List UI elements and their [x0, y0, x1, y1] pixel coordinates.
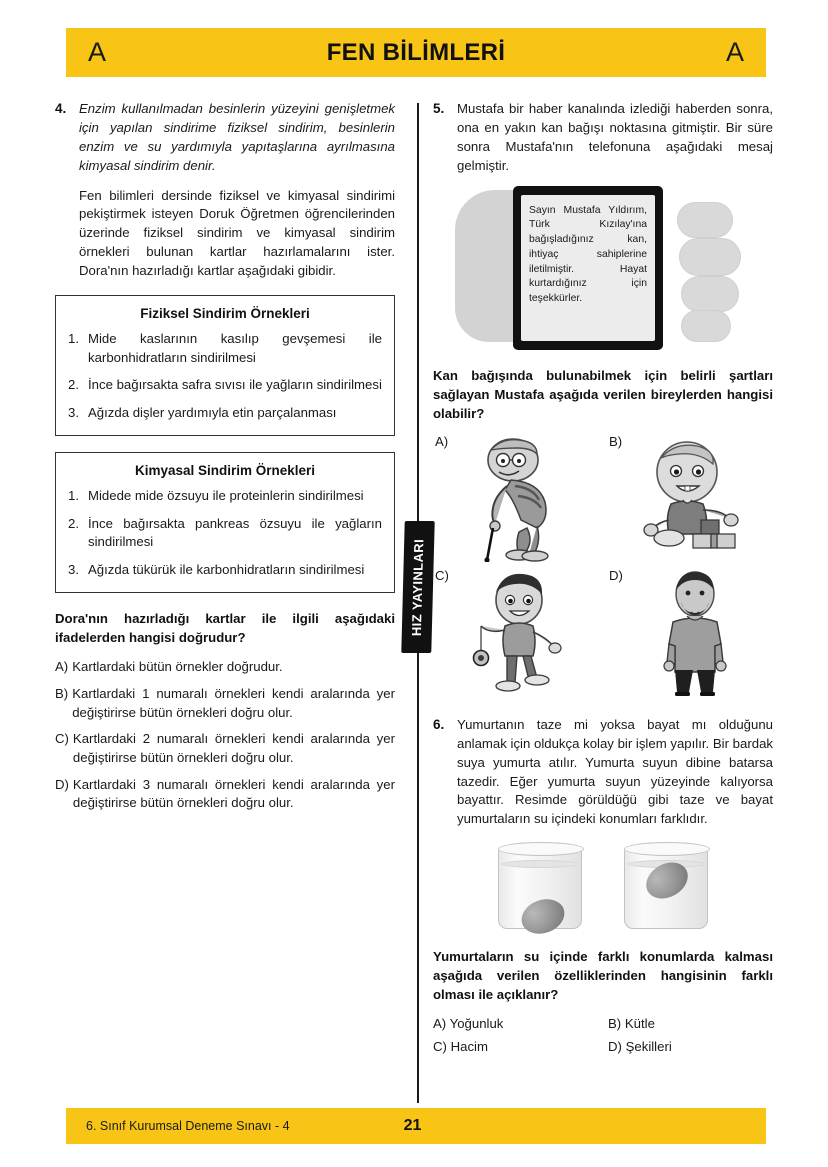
- left-column: [55, 100, 395, 821]
- question-5-number: 5.: [433, 101, 445, 116]
- option-key: D): [608, 1038, 622, 1054]
- figure-option-d[interactable]: [607, 568, 773, 700]
- question-6-body: [457, 716, 773, 829]
- question-5-prompt: Kan bağışında bulunabilmek için belirli şartları sağlayan Mustafa aşağıda verilen bireylerden hangisi olabilir?: [433, 367, 773, 421]
- card-list-item: [68, 561, 382, 580]
- option-key: A): [55, 659, 69, 675]
- egg-shape: [517, 894, 570, 940]
- option-text: Kartlardaki 1 numaralı örnekleri kendi aralarında yer değiştirirse bütün örnekleri doğru olur.: [72, 685, 395, 720]
- sms-message-text: Sayın Mustafa Yıldırım, Türk Kızılay'ına bağışladığınız kan, ihtiyaç sahiplerine iletilmiştir. Hayat kurtardığınız için teşekkürler.: [529, 204, 647, 305]
- booklet-letter-left: A: [88, 37, 107, 67]
- card-title: Fiziksel Sindirim Örnekleri: [140, 305, 310, 321]
- baby-playing-with-blocks-icon: [635, 436, 755, 562]
- card-item-number: 2.: [68, 377, 79, 393]
- option-b[interactable]: [55, 685, 395, 722]
- page-number: 21: [403, 1117, 422, 1134]
- question-4-options: [55, 658, 395, 813]
- question-4-intro: Enzim kullanılmadan besinlerin yüzeyini genişletmek için yapılan sindirime fiziksel sindirim, besinlerin enzim ve su yardımıyla yapıtaşlarına ayrılmasına kimyasal sindirim denir.: [79, 101, 395, 173]
- question-5: [433, 100, 773, 176]
- option-c[interactable]: [55, 730, 395, 767]
- card-item-text: Midede mide özsuyu ile proteinlerin sindirilmesi: [88, 487, 364, 503]
- option-b[interactable]: [608, 1016, 773, 1031]
- question-6-number: 6.: [433, 716, 445, 732]
- right-column: [433, 100, 773, 1054]
- question-4-body: [79, 100, 395, 281]
- question-4: [55, 100, 395, 281]
- egg-water-illustration: [433, 841, 773, 933]
- card-item-number: 2.: [68, 515, 79, 531]
- glass-shape: [498, 847, 582, 929]
- option-d[interactable]: [55, 776, 395, 813]
- option-text: Kartlardaki 3 numaralı örnekleri kendi aralarında yer değiştirirse bütün örnekleri doğru olur.: [72, 776, 395, 811]
- card-fiziksel-sindirim: [55, 295, 395, 436]
- option-a[interactable]: [433, 1016, 598, 1031]
- option-text: Hacim: [450, 1038, 488, 1054]
- question-6-paragraph: Yumurtanın taze mi yoksa bayat mı olduğunu anlamak için oldukça kolay bir işlem yapılır. Bir bardak suya yumurta atılır. Yumurta suyun dibine batarsa tazedir. Eğer yumurta suyun yüzeyinde kalıyorsa bayattır. Resimde görüldüğü gibi taze ve bayat yumurtaların su içindeki konumları farklıdır.: [457, 716, 773, 827]
- question-5-body: [457, 100, 773, 176]
- card-item-text: Ağızda dişler yardımıyla etin parçalanması: [88, 405, 337, 421]
- figure-option-c[interactable]: [433, 568, 599, 700]
- phone-illustration: [455, 186, 751, 354]
- card-list-item: [68, 376, 382, 395]
- card-item-number: 1.: [68, 487, 79, 503]
- finger-icon: [677, 202, 733, 238]
- option-key: B): [608, 1015, 622, 1031]
- card-list-item: [68, 515, 382, 552]
- phone-device: [513, 186, 663, 350]
- glass-shape: [624, 847, 708, 929]
- card-item-text: İnce bağırsakta pankreas özsuyu ile yağların sindirilmesi: [88, 515, 382, 550]
- option-c[interactable]: [433, 1039, 598, 1054]
- option-text: Kartlardaki 2 numaralı örnekleri kendi aralarında yer değiştirirse bütün örnekleri doğru olur.: [72, 731, 395, 765]
- option-key: D): [609, 567, 623, 583]
- question-6-prompt: Yumurtaların su içinde farklı konumlarda kalması aşağıda verilen özelliklerinden hangisinin farklı olması ile açıklanır?: [433, 949, 773, 1003]
- card-list-item: [68, 404, 382, 423]
- question-4-prompt: Dora'nın hazırladığı kartlar ile ilgili aşağıdaki ifadelerden hangisi doğrudur?: [55, 610, 395, 645]
- card-list-item: [68, 330, 382, 367]
- card-title: Kimyasal Sindirim Örnekleri: [134, 462, 316, 478]
- question-4-paragraph: Fen bilimleri dersinde fiziksel ve kimyasal sindirimi pekiştirmek isteyen Doruk Öğretmen öğrencilerinden üzerinde fiziksel sindirim ve kimyasal sindirim örnekleri bulunan kartlar hazırlamalarını ister. Dora'nın hazırladığı kartlar aşağıdaki gibidir.: [79, 187, 395, 278]
- question-6: [433, 716, 773, 829]
- option-d[interactable]: [608, 1039, 773, 1054]
- card-item-number: 3.: [68, 562, 79, 578]
- option-key: C): [433, 1038, 447, 1054]
- option-key: C): [55, 731, 69, 747]
- figure-option-a[interactable]: [433, 434, 599, 566]
- finger-icon: [681, 276, 739, 312]
- card-item-text: Mide kaslarının kasılıp gevşemesi ile karbonhidratların sindirilmesi: [88, 330, 382, 365]
- card-item-number: 3.: [68, 405, 79, 421]
- option-key: A): [435, 433, 449, 449]
- option-text: Yoğunluk: [449, 1015, 504, 1031]
- option-key: B): [609, 433, 623, 449]
- question-4-number: 4.: [55, 101, 67, 116]
- figure-option-b[interactable]: [607, 434, 773, 566]
- glass-with-floating-egg-icon: [624, 841, 708, 933]
- finger-icon: [679, 238, 741, 276]
- option-a[interactable]: [55, 658, 395, 677]
- adult-man-standing-icon: [635, 570, 755, 696]
- question-5-figure-options: [433, 434, 773, 700]
- card-item-text: İnce bağırsakta safra sıvısı ile yağların sindirilmesi: [88, 377, 382, 393]
- glass-with-sunk-egg-icon: [498, 841, 582, 933]
- publisher-label: HIZ YAYINLARI: [409, 538, 427, 636]
- elderly-man-with-cane-icon: [461, 436, 581, 562]
- question-6-options: [433, 1016, 773, 1054]
- card-list-item: [68, 487, 382, 506]
- booklet-letter-right: A: [725, 37, 744, 67]
- option-key: A): [433, 1015, 447, 1031]
- child-with-yoyo-icon: [461, 570, 581, 696]
- phone-screen: [521, 195, 655, 341]
- page-header: [66, 28, 766, 77]
- finger-icon: [681, 310, 731, 342]
- page-title: FEN BİLİMLERİ: [326, 38, 506, 66]
- card-kimyasal-sindirim: [55, 452, 395, 593]
- option-key: C): [435, 567, 449, 583]
- option-text: Kütle: [624, 1015, 655, 1031]
- question-5-paragraph: Mustafa bir haber kanalında izlediği haberden sonra, ona en yakın kan bağışı noktasına gitmiştir. Bir süre sonra Mustafa'nın telefonuna aşağıdaki mesaj gelmiştir.: [457, 101, 773, 173]
- option-key: D): [55, 776, 69, 792]
- water-surface: [501, 860, 579, 868]
- page-footer: [66, 1108, 766, 1144]
- option-key: B): [55, 685, 69, 701]
- publisher-badge: [401, 521, 434, 653]
- option-text: Kartlardaki bütün örnekler doğrudur.: [72, 659, 283, 675]
- option-text: Şekilleri: [625, 1038, 672, 1054]
- card-item-text: Ağızda tükürük ile karbonhidratların sindirilmesi: [88, 562, 365, 578]
- footer-exam-title: 6. Sınıf Kurumsal Deneme Sınavı - 4: [86, 1119, 290, 1133]
- card-item-number: 1.: [68, 330, 79, 346]
